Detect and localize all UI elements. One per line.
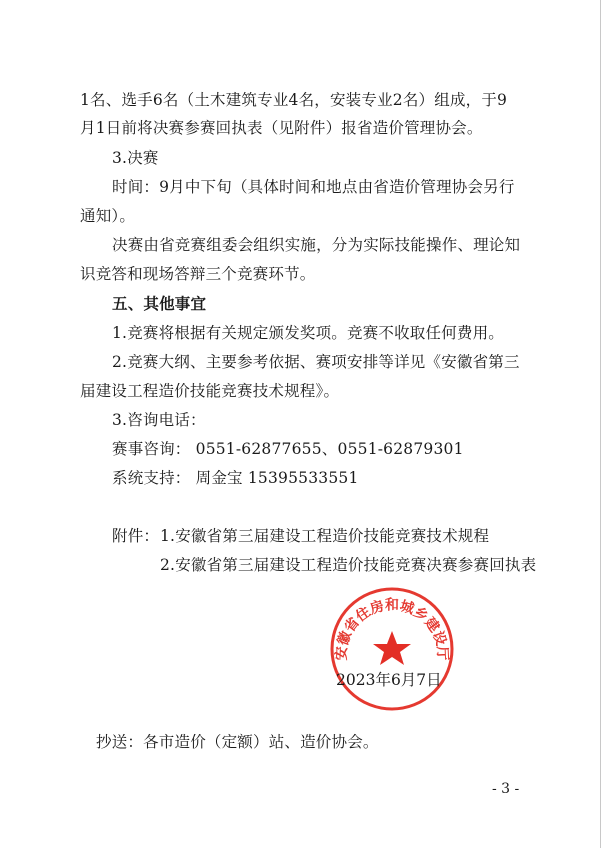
body-line: 识竞答和现场答辩三个竞赛环节。 <box>80 265 316 283</box>
body-line: 届建设工程造价技能竞赛技术规程》。 <box>80 382 340 400</box>
page-edge-line <box>600 0 601 848</box>
body-line: 1.竞赛将根据有关规定颁发奖项。竞赛不收取任何费用。 <box>112 324 504 342</box>
contact-line: 系统支持： 周金宝 15395533551 <box>112 469 359 487</box>
issue-date: 2023年6月7日 <box>336 671 442 689</box>
body-line: 1名、选手6名（土木建筑专业4名，安装专业2名）组成，于9 <box>80 91 508 109</box>
section-subheading: 3.决赛 <box>112 149 159 167</box>
cc-line: 抄送：各市造价（定额）站、造价协会。 <box>96 733 379 751</box>
attachment-item: 1.安徽省第三届建设工程造价技能竞赛技术规程 <box>160 527 490 545</box>
svg-text:安徽省住房和城乡建设厅: 安徽省住房和城乡建设厅 <box>333 597 451 661</box>
body-line: 月1日前将决赛参赛回执表（见附件）报省造价管理协会。 <box>80 119 483 137</box>
section-heading: 五、其他事宜 <box>112 295 207 313</box>
contact-line: 赛事咨询： 0551-62877655、0551-62879301 <box>112 440 464 458</box>
body-line: 2.竞赛大纲、主要参考依据、赛项安排等详见《安徽省第三 <box>112 353 520 371</box>
page-number: - 3 - <box>492 781 520 797</box>
attachments-label: 附件： <box>112 527 160 545</box>
official-seal <box>328 585 456 713</box>
attachment-item: 2.安徽省第三届建设工程造价技能竞赛决赛参赛回执表 <box>160 556 537 574</box>
body-line: 决赛由省竞赛组委会组织实施，分为实际技能操作、理论知 <box>112 236 521 254</box>
body-line: 时间：9月中下旬（具体时间和地点由省造价管理协会另行 <box>112 178 515 196</box>
body-line: 通知）。 <box>80 207 136 225</box>
body-line: 3.咨询电话： <box>112 411 206 429</box>
